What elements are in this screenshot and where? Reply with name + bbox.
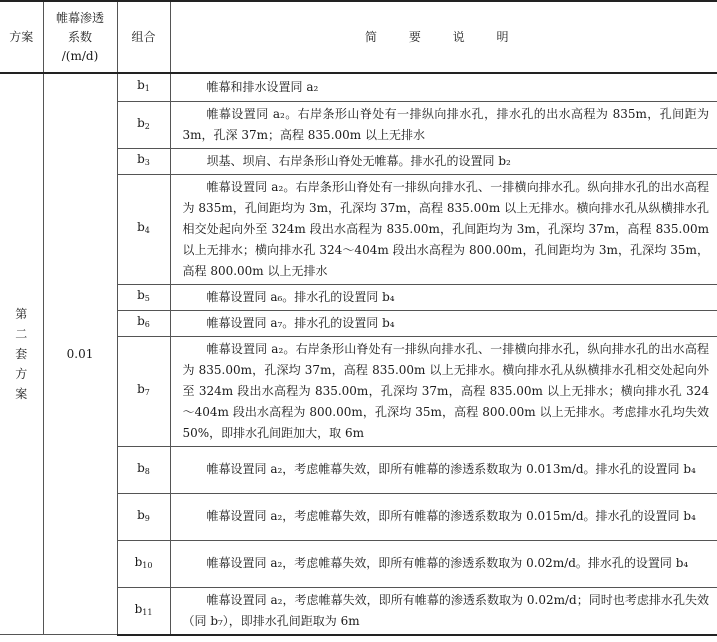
coefficient-value: 0.01 xyxy=(43,73,117,635)
table-row xyxy=(0,73,717,101)
table-header-row xyxy=(0,1,717,73)
combo-code: $b_6$ xyxy=(117,310,170,336)
description-cell: 帷幕设置同 a₂。右岸条形山脊处有一排纵向排水孔、一排横向排水孔。纵向排水孔的出水高程为 835m，孔间距均为 3m，孔深均 37m，高程 835.00m 以上无排水。横向排水孔从纵横排水孔相交处起向外至 324m 段出水高程为 835.00m，孔间距均为 3m，孔深均 37m，高程 835.00m 以上无排水；横向排水孔 324～404m 段出水高程为 800.00m，孔间距均为 3m，孔深均 35m，高程 800.00m 以上无排水 xyxy=(170,174,717,284)
description-cell: 坝基、坝肩、右岸条形山脊处无帷幕。排水孔的设置同 b₂ xyxy=(170,148,717,174)
description-cell: 帷幕设置同 a₆。排水孔的设置同 b₄ xyxy=(170,284,717,310)
combo-code: $b_7$ xyxy=(117,336,170,446)
description-cell: 帷幕设置同 a₂，考虑帷幕失效，即所有帷幕的渗透系数取为 0.015m/d。排水孔的设置同 b₄ xyxy=(170,493,717,540)
header-coef-line3: /(m/d) xyxy=(61,48,99,63)
description-cell: 帷幕设置同 a₂，考虑帷幕失效，即所有帷幕的渗透系数取为 0.013m/d。排水孔的设置同 b₄ xyxy=(170,446,717,493)
combo-code: $b_5$ xyxy=(117,284,170,310)
description-cell: 帷幕设置同 a₂，考虑帷幕失效，即所有帷幕的渗透系数取为 0.02m/d；同时也考虑排水孔失效（同 b₇），即排水孔间距取为 6m xyxy=(170,587,717,635)
combo-code: $b_{10}$ xyxy=(117,540,170,587)
combo-code: $b_3$ xyxy=(117,148,170,174)
header-plan: 方案 xyxy=(0,1,43,73)
combo-code: $b_1$ xyxy=(117,73,170,101)
description-cell: 帷幕和排水设置同 a₂ xyxy=(170,73,717,101)
header-coef-line1: 帷幕渗透 xyxy=(55,10,104,25)
combo-code: $b_8$ xyxy=(117,446,170,493)
header-description: 简 要 说 明 xyxy=(170,1,717,73)
header-coefficient xyxy=(43,1,117,73)
description-cell: 帷幕设置同 a₂，考虑帷幕失效，即所有帷幕的渗透系数取为 0.02m/d。排水孔的设置同 b₄ xyxy=(170,540,717,587)
description-cell: 帷幕设置同 a₂。右岸条形山脊处有一排纵向排水孔，排水孔的出水高程为 835m，孔间距为 3m，孔深 37m；高程 835.00m 以上无排水 xyxy=(170,101,717,148)
combo-code: $b_2$ xyxy=(117,101,170,148)
plan-name-cell xyxy=(0,73,43,635)
header-combo: 组合 xyxy=(117,1,170,73)
combo-code: $b_9$ xyxy=(117,493,170,540)
description-cell: 帷幕设置同 a₂。右岸条形山脊处有一排纵向排水孔、一排横向排水孔，纵向排水孔的出水高程为 835.00m，孔深均 37m，高程 835.00m 以上无排水。横向排水孔从纵横排水孔相交处起向外至 324m 段出水高程为 835.00m，孔深均 37m，高程 835.00m 以上无排水；横向排水孔 324～404m 段出水高程为 800.00m，孔深均 35m，高程 800.00m 以上无排水。考虑排水孔均失效 50%，即排水孔间距加大，取 6m xyxy=(170,336,717,446)
combo-code: $b_4$ xyxy=(117,174,170,284)
header-coef-line2: 系数 xyxy=(67,29,92,44)
plan-name: 第 二 套 方 案 xyxy=(15,307,28,401)
description-cell: 帷幕设置同 a₇。排水孔的设置同 b₄ xyxy=(170,310,717,336)
combo-code: $b_{11}$ xyxy=(117,587,170,635)
